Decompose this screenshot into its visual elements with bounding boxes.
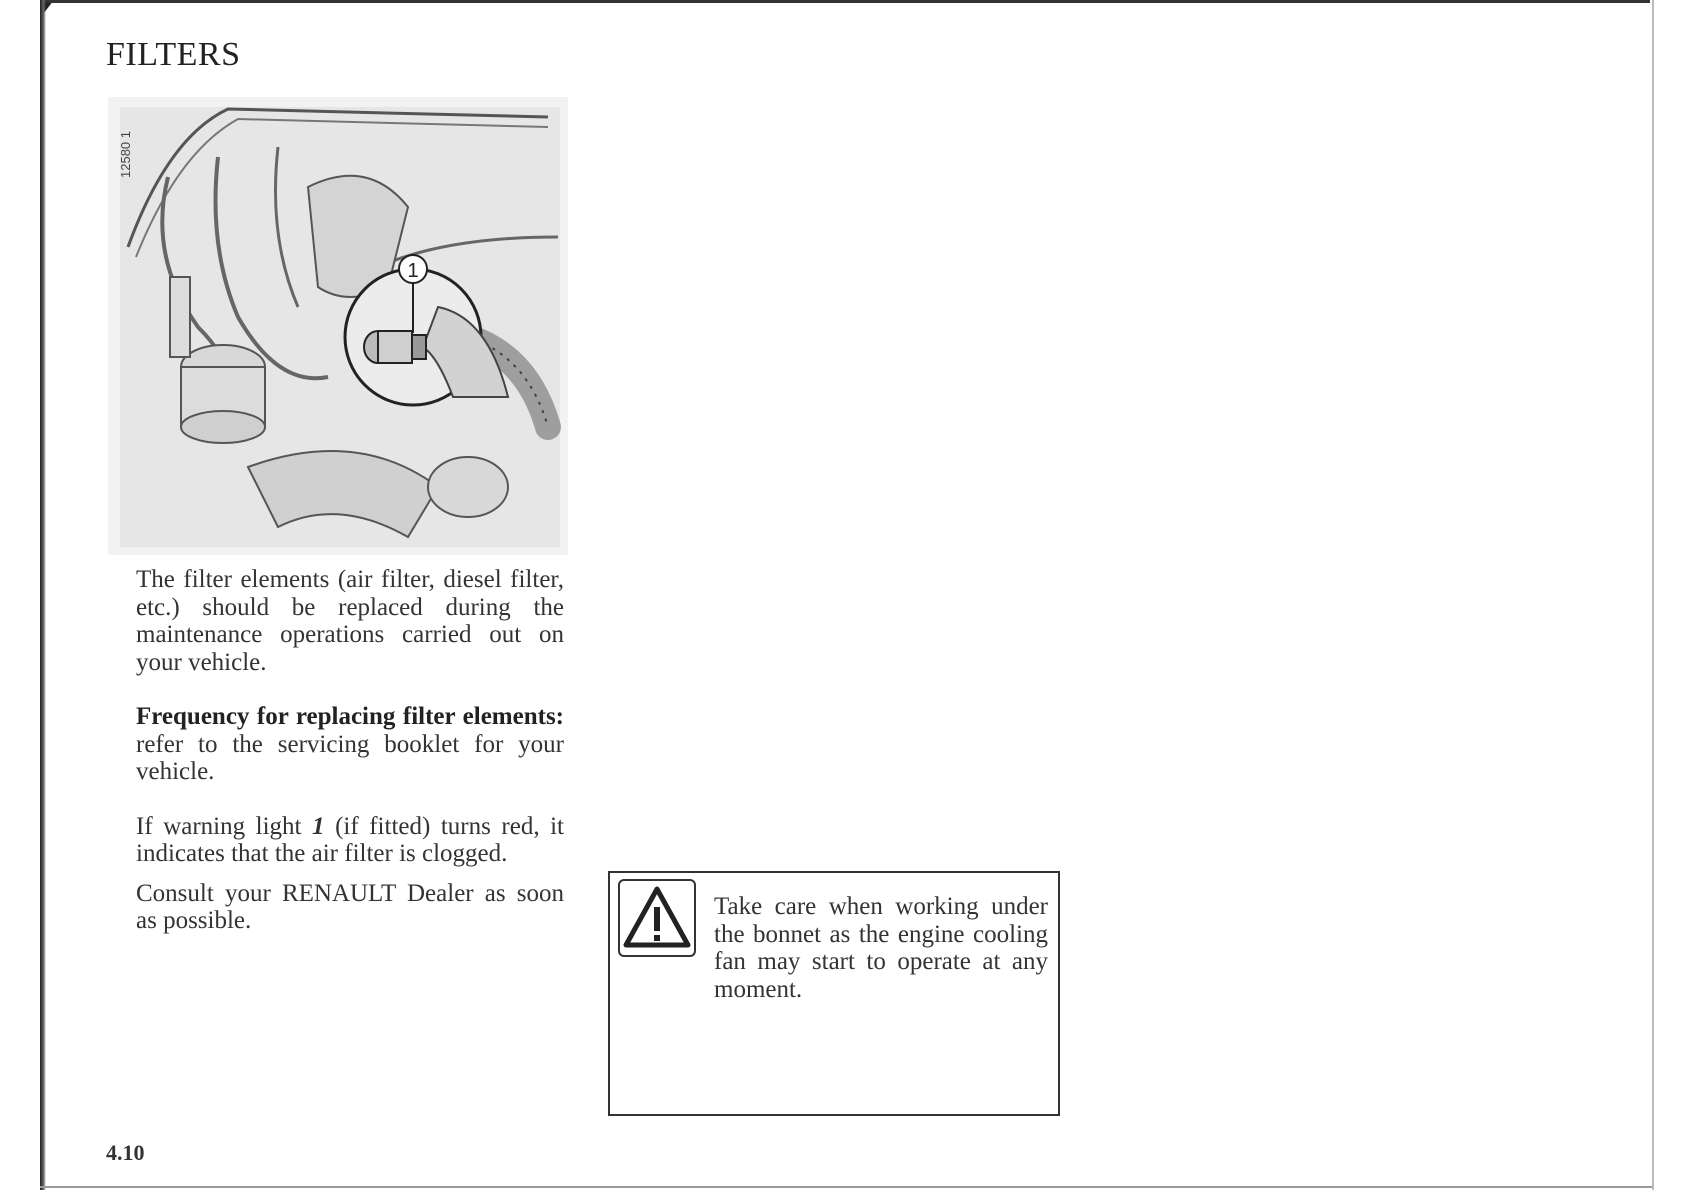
warning-light-text-end: (if fitted) turns red, it indicates that the air filter is clogged. — [136, 812, 564, 867]
paragraph-consult-dealer: Consult your RENAULT Dealer as soon as possible. — [136, 879, 564, 934]
warning-box — [608, 871, 1060, 1116]
warning-light-text-start: If warning light — [136, 812, 313, 840]
warning-triangle-icon — [618, 879, 696, 957]
engine-bay-drawing — [108, 97, 568, 555]
callout-number: 1 — [407, 260, 419, 282]
paragraph-warning-light — [136, 813, 564, 868]
frequency-label: Frequency for replacing filter elements: — [136, 703, 564, 730]
paragraph-frequency — [136, 703, 564, 786]
page-edge-left — [40, 0, 46, 1190]
body-text-column — [136, 566, 564, 935]
figure-code: 12580 1 — [118, 131, 133, 178]
warning-light-ref: 1 — [312, 812, 325, 840]
page-edge-top — [40, 0, 1650, 3]
page-number: 4.10 — [106, 1140, 145, 1165]
paragraph-filter-elements: The filter elements (air filter, diesel filter, etc.) should be replaced during the maintenance operations carried out on your vehicle. — [136, 566, 564, 676]
page-edge-right — [1652, 0, 1654, 1190]
engine-bay-illustration — [108, 97, 568, 555]
page-edge-bottom — [40, 1186, 1652, 1188]
frequency-text: refer to the servicing booklet for your vehicle. — [136, 730, 564, 785]
page-title: FILTERS — [106, 36, 241, 73]
warning-text: Take care when working under the bonnet as the engine cooling fan may start to operate at any moment. — [714, 893, 1048, 1003]
